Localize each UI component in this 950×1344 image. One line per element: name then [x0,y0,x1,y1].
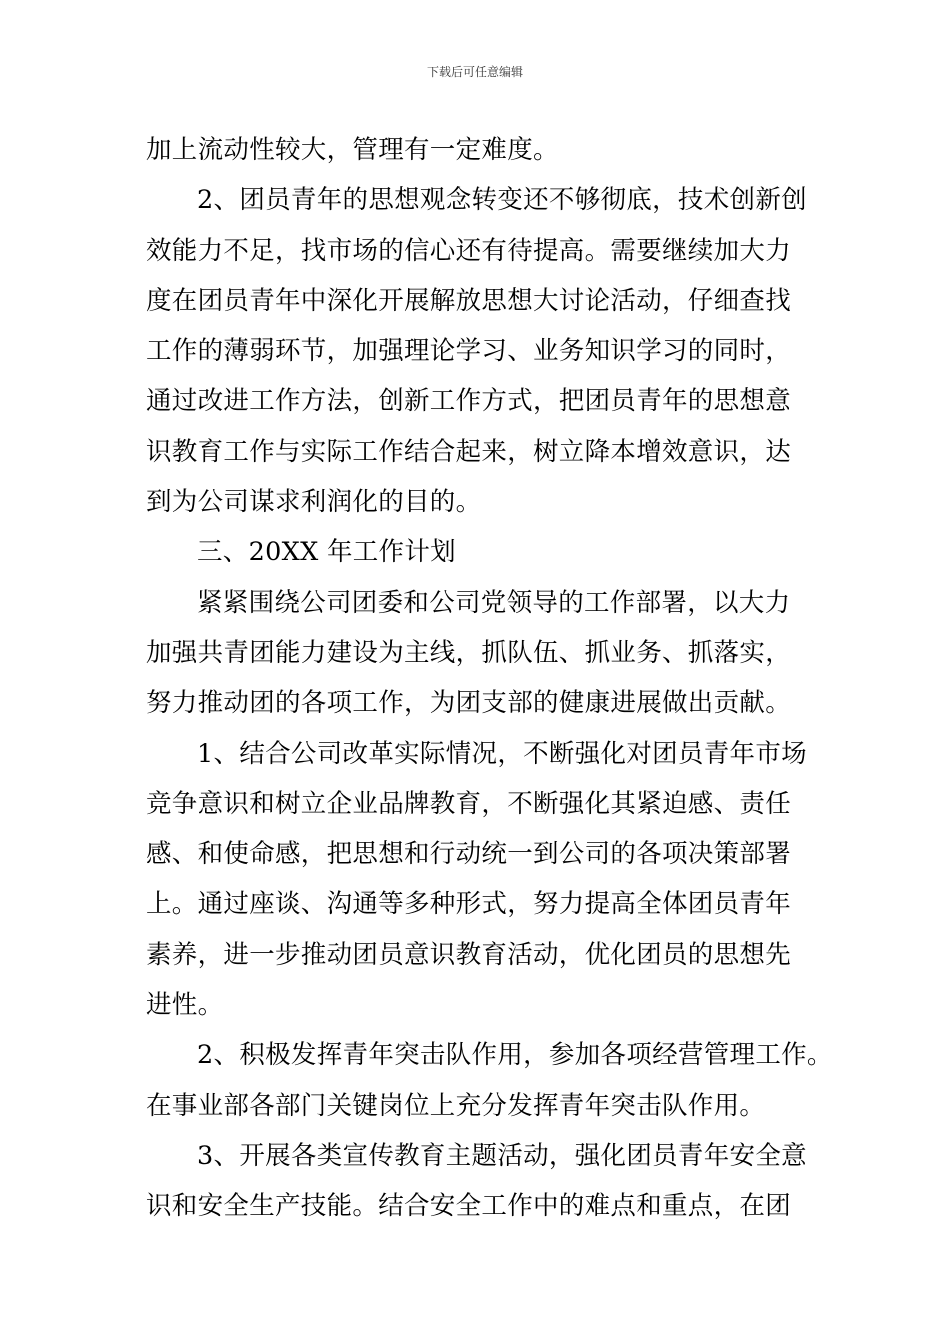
body-line: 感、和使命感，把思想和行动统一到公司的各项决策部署 [146,839,792,870]
body-line: 紧紧围绕公司团委和公司党领导的工作部署，以大力 [197,587,791,618]
body-line: 加上流动性较大，管理有一定难度。 [146,135,559,165]
body-line: 素养，进一步推动团员意识教育活动，优化团员的思想先 [146,939,792,970]
body-line: 2、团员青年的思想观念转变还不够彻底，技术创新创 [197,185,807,216]
body-line: 在事业部各部门关键岗位上充分发挥青年突击队作用。 [146,1090,766,1121]
body-line: 上。通过座谈、沟通等多种形式，努力提高全体团员青年 [146,889,792,920]
body-line: 通过改进工作方法，创新工作方式，把团员青年的思想意 [146,386,792,417]
section-heading: 三、20XX 年工作计划 [197,537,456,568]
body-line: 2、积极发挥青年突击队作用，参加各项经营管理工作。 [197,1040,833,1071]
body-line: 3、开展各类宣传教育主题活动，强化团员青年安全意 [197,1140,807,1171]
body-line: 识和安全生产技能。结合安全工作中的难点和重点，在团 [146,1191,792,1222]
body-line: 工作的薄弱环节，加强理论学习、业务知识学习的同时， [146,336,792,367]
body-line: 加强共青团能力建设为主线，抓队伍、抓业务、抓落实， [146,637,792,668]
document-body [146,125,833,1232]
body-line: 效能力不足，找市场的信心还有待提高。需要继续加大力 [146,235,792,266]
body-line: 竞争意识和树立企业品牌教育，不断强化其紧迫感、责任 [146,788,792,819]
body-line: 到为公司谋求利润化的目的。 [146,487,482,518]
page-header: 下载后可任意编辑 [426,65,523,79]
body-line: 进性。 [146,990,224,1021]
body-line: 努力推动团的各项工作，为团支部的健康进展做出贡献。 [146,688,792,719]
body-line: 度在团员青年中深化开展解放思想大讨论活动，仔细查找 [146,285,792,316]
body-line: 识教育工作与实际工作结合起来，树立降本增效意识，达 [146,436,792,467]
body-line: 1、结合公司改革实际情况，不断强化对团员青年市场 [197,738,807,769]
